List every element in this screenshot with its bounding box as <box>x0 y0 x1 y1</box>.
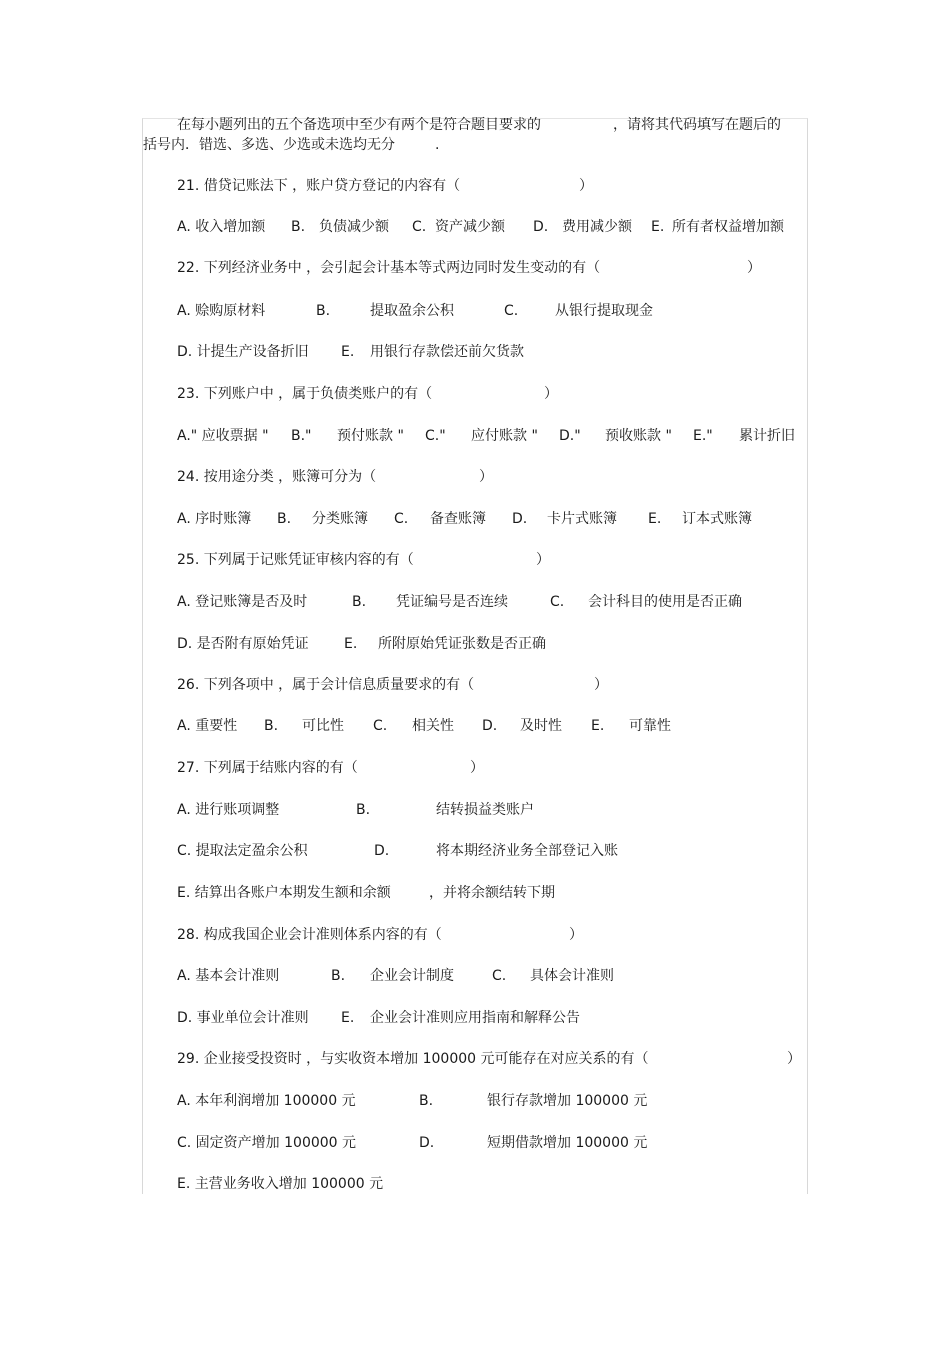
option-e-letter: E." <box>693 428 713 444</box>
option-c-letter: C. <box>504 303 519 319</box>
question-text: 25. 下列属于记账凭证审核内容的有（ <box>177 552 414 568</box>
option-d-text: 卡片式账簿 <box>547 511 617 527</box>
option-d-letter: D. <box>512 511 528 527</box>
option-e-letter: E. <box>648 511 662 527</box>
option-e-text: 所有者权益增加额 <box>672 219 784 235</box>
question-text: 29. 企业接受投资时 ，与实收资本增加 100000 元可能存在对应关系的有（ <box>177 1051 649 1067</box>
option-b-text: 银行存款增加 100000 元 <box>487 1093 648 1109</box>
answer-bracket: ） <box>470 760 484 776</box>
instruction-text-tail: . <box>435 137 440 153</box>
option-a: A. 收入增加额 <box>177 219 266 235</box>
option-a: A. 赊购原材料 <box>177 303 266 319</box>
option-b-text: 提取盈余公积 <box>370 303 454 319</box>
option-d-text: 将本期经济业务全部登记入账 <box>436 843 618 859</box>
option-b-letter: B. <box>352 594 367 610</box>
option-e-text: 累计折旧 <box>739 428 795 444</box>
answer-bracket: ） <box>594 677 608 693</box>
option-c-letter: C." <box>425 428 446 444</box>
option-c-text: 会计科目的使用是否正确 <box>588 594 742 610</box>
question-text: 28. 构成我国企业会计准则体系内容的有（ <box>177 927 442 943</box>
question-text: 24. 按用途分类 ，账簿可分为（ <box>177 469 377 485</box>
option-e-text: 用银行存款偿还前欠货款 <box>370 344 524 360</box>
option-d-letter: D. <box>419 1135 435 1151</box>
option-d-letter: D. <box>533 219 549 235</box>
option-d-letter: D." <box>559 428 581 444</box>
option-b-text: 可比性 <box>302 718 344 734</box>
option-b-letter: B. <box>316 303 331 319</box>
option-d-letter: D. <box>374 843 390 859</box>
option-c-text: 从银行提取现金 <box>555 303 653 319</box>
option-e-tail: ，并将余额结转下期 <box>429 885 555 901</box>
instruction-text: 括号内．错选、多选、少选或未选均无分 <box>143 137 395 153</box>
option-c-letter: C. <box>550 594 565 610</box>
option-c-text: 相关性 <box>412 718 454 734</box>
option-e-letter: E. <box>591 718 605 734</box>
option-b-letter: B. <box>419 1093 434 1109</box>
question-text: 26. 下列各项中 ，属于会计信息质量要求的有（ <box>177 677 475 693</box>
option-c-text: 应付账款 " <box>471 428 538 444</box>
option-b-letter: B. <box>277 511 292 527</box>
question-text: 21. 借贷记账法下 ，账户贷方登记的内容有（ <box>177 178 461 194</box>
option-e-text: 所附原始凭证张数是否正确 <box>378 636 546 652</box>
option-d-letter: D. <box>482 718 498 734</box>
option-a: A. 本年利润增加 100000 元 <box>177 1093 356 1109</box>
option-b-text: 结转损益类账户 <box>436 802 534 818</box>
option-a: A." 应收票据 " <box>177 428 269 444</box>
option-b-letter: B. <box>264 718 279 734</box>
option-c-letter: C. <box>394 511 409 527</box>
option-d-text: 及时性 <box>520 718 562 734</box>
option-a: A. 登记账簿是否及时 <box>177 594 308 610</box>
answer-bracket: ） <box>479 469 493 485</box>
option-e-text: 可靠性 <box>629 718 671 734</box>
option-e-text: 订本式账簿 <box>682 511 752 527</box>
option-a: A. 进行账项调整 <box>177 802 280 818</box>
option-c-letter: C. <box>373 718 388 734</box>
answer-bracket: ） <box>787 1051 801 1067</box>
option-b-letter: B. <box>331 968 346 984</box>
option-b-letter: B. <box>291 219 306 235</box>
option-d: D. 事业单位会计准则 <box>177 1010 309 1026</box>
answer-bracket: ） <box>747 260 761 276</box>
question-text: 23. 下列账户中 ，属于负债类账户的有（ <box>177 386 433 402</box>
option-c-letter: C. <box>492 968 507 984</box>
answer-bracket: ） <box>536 552 550 568</box>
instruction-text-tail: ，请将其代码填写在题后的 <box>613 117 781 133</box>
option-c-text: 资产减少额 <box>435 219 505 235</box>
option-e-letter: E. <box>341 1010 355 1026</box>
option-b-text: 凭证编号是否连续 <box>396 594 508 610</box>
option-e-letter: E. <box>344 636 358 652</box>
page-frame <box>142 118 808 1194</box>
option-e-letter: E. <box>341 344 355 360</box>
answer-bracket: ） <box>579 178 593 194</box>
option-b-text: 负债减少额 <box>319 219 389 235</box>
option-c-text: 备查账簿 <box>430 511 486 527</box>
question-text: 27. 下列属于结账内容的有（ <box>177 760 358 776</box>
option-c-text: 具体会计准则 <box>530 968 614 984</box>
option-a: A. 序时账簿 <box>177 511 252 527</box>
option-e-text: 企业会计准则应用指南和解释公告 <box>370 1010 580 1026</box>
option-c: C. 固定资产增加 100000 元 <box>177 1135 357 1151</box>
option-d-text: 费用减少额 <box>562 219 632 235</box>
answer-bracket: ） <box>569 927 583 943</box>
option-e-letter: E. <box>651 219 665 235</box>
option-b-text: 企业会计制度 <box>370 968 454 984</box>
option-e: E. 主营业务收入增加 100000 元 <box>177 1176 384 1192</box>
option-c: C. 提取法定盈余公积 <box>177 843 308 859</box>
option-a: A. 基本会计准则 <box>177 968 280 984</box>
option-b-text: 预付账款 " <box>337 428 404 444</box>
answer-bracket: ） <box>544 386 558 402</box>
instruction-text: 在每小题列出的五个备选项中至少有两个是符合题目要求的 <box>177 117 541 133</box>
option-c-letter: C. <box>412 219 427 235</box>
option-d: D. 计提生产设备折旧 <box>177 344 309 360</box>
option-d: D. 是否附有原始凭证 <box>177 636 309 652</box>
option-d-text: 预收账款 " <box>605 428 672 444</box>
option-e: E. 结算出各账户本期发生额和余额 <box>177 885 391 901</box>
option-a: A. 重要性 <box>177 718 238 734</box>
question-text: 22. 下列经济业务中 ，会引起会计基本等式两边同时发生变动的有（ <box>177 260 601 276</box>
option-b-letter: B." <box>291 428 312 444</box>
option-b-text: 分类账簿 <box>312 511 368 527</box>
option-d-text: 短期借款增加 100000 元 <box>487 1135 648 1151</box>
option-b-letter: B. <box>356 802 371 818</box>
